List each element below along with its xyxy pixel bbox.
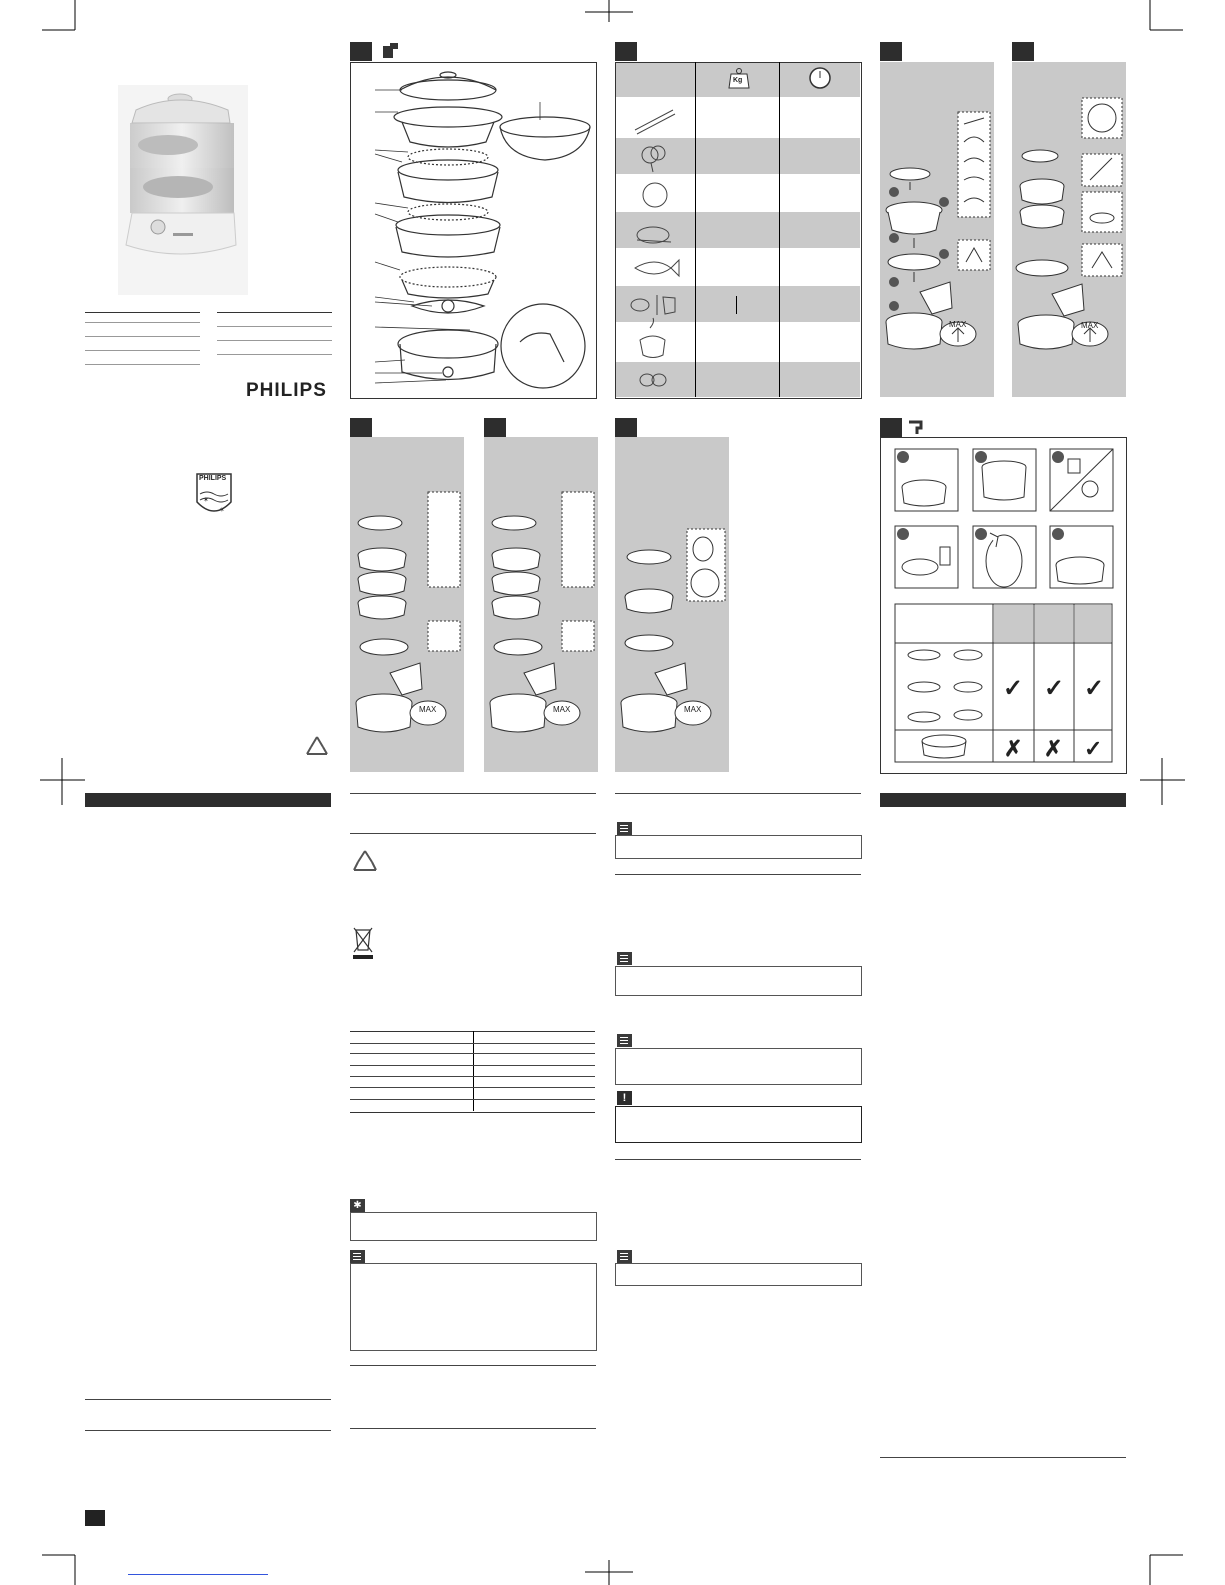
section-number-box [880, 42, 902, 61]
mark-cell: ✓ [1044, 675, 1065, 702]
max-label: MAX [1081, 321, 1099, 330]
note-box [615, 835, 862, 859]
table-row-line [350, 1087, 595, 1088]
section-number-box [615, 418, 637, 437]
divider [350, 1365, 596, 1366]
spec-line [85, 336, 200, 337]
table-row-line [350, 1043, 595, 1044]
table-row-line [350, 1053, 595, 1054]
note-box [350, 1263, 597, 1351]
assembly-steps-d [484, 437, 598, 772]
divider [85, 1399, 331, 1400]
tap-icon [907, 418, 929, 437]
section-header-bar [880, 793, 1126, 807]
divider [880, 1457, 1126, 1458]
table-row-line [350, 1099, 595, 1100]
table-row-line [350, 1065, 595, 1066]
clock-icon [808, 66, 832, 90]
recycle-icon [350, 848, 380, 878]
product-icon [380, 42, 402, 61]
section-header-bar [85, 793, 331, 807]
divider [85, 1430, 331, 1431]
warning-box [615, 1106, 862, 1143]
kg-label: Kg [733, 77, 743, 84]
table-col-divider [695, 62, 696, 397]
section-number-box [880, 418, 902, 437]
recycle-icon [303, 734, 331, 760]
note-box [615, 1048, 862, 1085]
spec-line [85, 322, 200, 323]
food-icons [625, 100, 685, 395]
crossed-bin-icon [350, 922, 376, 962]
tip-icon: ✱ [350, 1199, 365, 1212]
divider [615, 793, 861, 794]
section-number-box [484, 418, 506, 437]
assembly-steps-a [880, 62, 994, 397]
divider [350, 793, 596, 794]
note-box [615, 966, 862, 996]
spec-line [217, 354, 332, 355]
mark-cell: ✗ [1044, 736, 1063, 761]
assembly-steps-e [615, 437, 729, 772]
mark-cell: ✓ [1003, 675, 1024, 702]
assembly-steps-b [1012, 62, 1126, 397]
table-col-divider [779, 62, 780, 397]
assembly-steps-c [350, 437, 464, 772]
spec-line [85, 312, 200, 313]
spec-line [217, 312, 332, 313]
note-icon [617, 1034, 632, 1047]
cleaning-steps [880, 437, 1126, 772]
mark-cell: ✓ [1084, 675, 1105, 702]
section-number-box [350, 42, 372, 61]
max-label: MAX [684, 705, 702, 714]
table-row-line [350, 1076, 595, 1077]
mark-cell: ✓ [1084, 736, 1103, 761]
max-label: MAX [553, 705, 571, 714]
warning-icon: ! [617, 1091, 632, 1105]
note-icon [350, 1250, 365, 1263]
spec-line [217, 326, 332, 327]
exploded-diagram [350, 62, 596, 397]
section-number-box [1012, 42, 1034, 61]
max-label: MAX [949, 320, 967, 329]
tip-box [350, 1212, 597, 1241]
product-photo [118, 85, 248, 295]
svg-text:✶: ✶ [203, 497, 209, 504]
note-icon [617, 1250, 632, 1263]
spec-line [85, 350, 200, 351]
mark-cell: ✗ [1004, 736, 1023, 761]
spec-line [217, 340, 332, 341]
note-icon [617, 952, 632, 965]
shield-label: PHILIPS [199, 475, 227, 482]
spec-line [85, 364, 200, 365]
table-cell-divider [736, 296, 737, 314]
divider [615, 1159, 861, 1160]
note-box [615, 1263, 862, 1286]
url-link[interactable] [128, 1573, 268, 1575]
page-number-box [85, 1510, 105, 1526]
svg-text:✶: ✶ [219, 507, 225, 514]
max-label: MAX [419, 705, 437, 714]
divider [615, 874, 861, 875]
divider [350, 1428, 596, 1429]
note-icon [617, 822, 632, 835]
philips-logo: PHILIPS [246, 380, 327, 401]
section-number-box [350, 418, 372, 437]
divider [350, 833, 596, 834]
section-number-box [615, 42, 637, 61]
